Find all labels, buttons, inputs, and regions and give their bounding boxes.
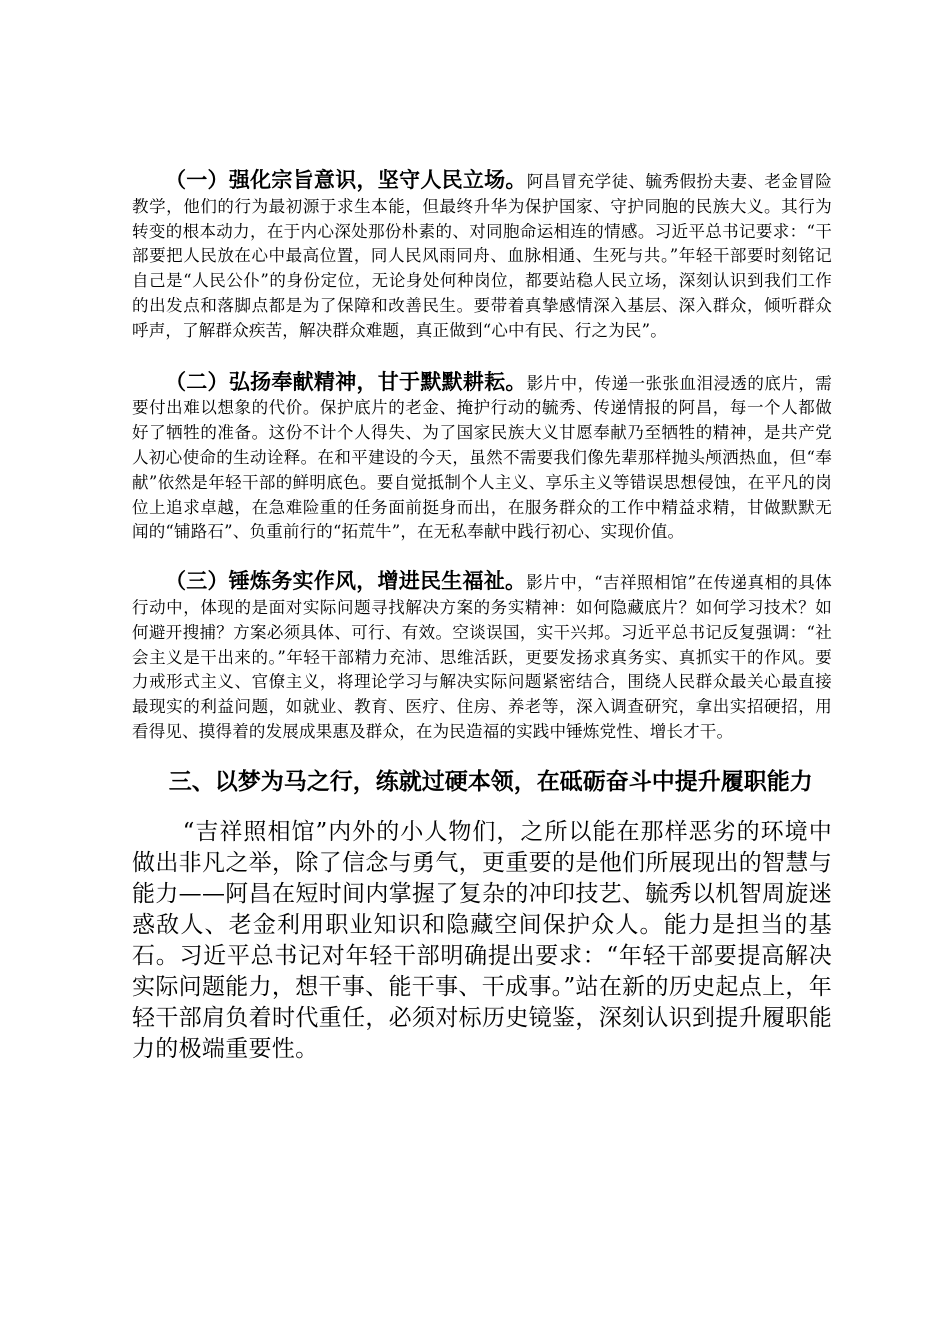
paragraph-body-text: 影片中，传递一张张血泪浸透的底片，需要付出难以想象的代价。保护底片的老金、掩护行动的毓秀、传递情报的阿昌，每一个人都做好了牺牲的准备。这份不计个人得失、为了国家民族大义甘愿奉献乃至牺牲的精神，是共产党人初心使命的生动诠释。在和平建设的今天，虽然不需要我们像先辈那样抛头颅洒热血，但“奉献”依然是年轻干部的鲜明底色。要自觉抵制个人主义、享乐主义等错误思想侵蚀，在平凡的岗位上追求卓越，在急难险重的任务面前挺身而出，在服务群众的工作中精益求精，甘做默默无闻的“铺路石”、负重前行的“拓荒牛”，在无私奉献中践行初心、实现价值。 bbox=[132, 373, 832, 542]
paragraph-purpose-awareness bbox=[132, 168, 832, 344]
paragraph-pragmatic-style bbox=[132, 569, 832, 745]
paragraph-body-text: 影片中，“吉祥照相馆”在传递真相的具体行动中，体现的是面对实际问题寻找解决方案的务实精神：如何隐藏底片？如何学习技术？如何避开搜捕？方案必须具体、可行、有效。空谈误国，实干兴邦。习近平总书记反复强调：“社会主义是干出来的。”年轻干部精力充沛、思维活跃，更要发扬求真务实、真抓实干的作风。要力戒形式主义、官僚主义，将理论学习与解决实际问题紧密结合，围绕人民群众最关心最直接最现实的利益问题，如就业、教育、医疗、住房、养老等，深入调查研究，拿出实招硬招，用看得见、摸得着的发展成果惠及群众，在为民造福的实践中锤炼党性、增长才干。 bbox=[132, 573, 833, 741]
document-page bbox=[132, 168, 832, 1065]
paragraph-lead-heading: （一）强化宗旨意识，坚守人民立场。 bbox=[165, 168, 527, 192]
paragraph-lead-heading: （二）弘扬奉献精神，甘于默默耕耘。 bbox=[165, 369, 527, 394]
paragraph-dedication-spirit bbox=[132, 370, 832, 546]
paragraph-body-text: 阿昌冒充学徒、毓秀假扮夫妻、老金冒险教学，他们的行为最初源于求生本能，但最终升华为保护国家、守护同胞的民族大义。其行为转变的根本动力，在于内心深处那份朴素的、对同胞命运相连的情感。习近平总书记要求：“干部要把人民放在心中最高位置，同人民风雨同舟、血脉相通、生死与共。”年轻干部要时刻铭记自己是“人民公仆”的身份定位，无论身处何种岗位，都要站稳人民立场，深刻认识到我们工作的出发点和落脚点都是为了保障和改善民生。要带着真挚感情深入基层、深入群众，倾听群众呼声，了解群众疾苦，解决群众难题，真正做到“心中有民、行之为民”。 bbox=[132, 172, 832, 340]
paragraph-lead-heading: （三）锤炼务实作风，增进民生福祉。 bbox=[165, 569, 527, 594]
section-body-paragraph: “吉祥照相馆”内外的小人物们，之所以能在那样恶劣的环境中做出非凡之举，除了信念与勇气，更重要的是他们所展现出的智慧与能力——阿昌在短时间内掌握了复杂的冲印技艺、毓秀以机智周旋迷惑敌人、老金利用职业知识和隐藏空间保护众人。能力是担当的基石。习近平总书记对年轻干部明确提出要求：“年轻干部要提高解决实际问题能力，想干事、能干事、干成事。”站在新的历史起点上，年轻干部肩负着时代重任，必须对标历史镜鉴，深刻认识到提升履职能力的极端重要性。 bbox=[132, 818, 832, 1062]
section-heading: 三、以梦为马之行，练就过硬本领，在砥砺奋斗中提升履职能力 bbox=[168, 768, 813, 795]
